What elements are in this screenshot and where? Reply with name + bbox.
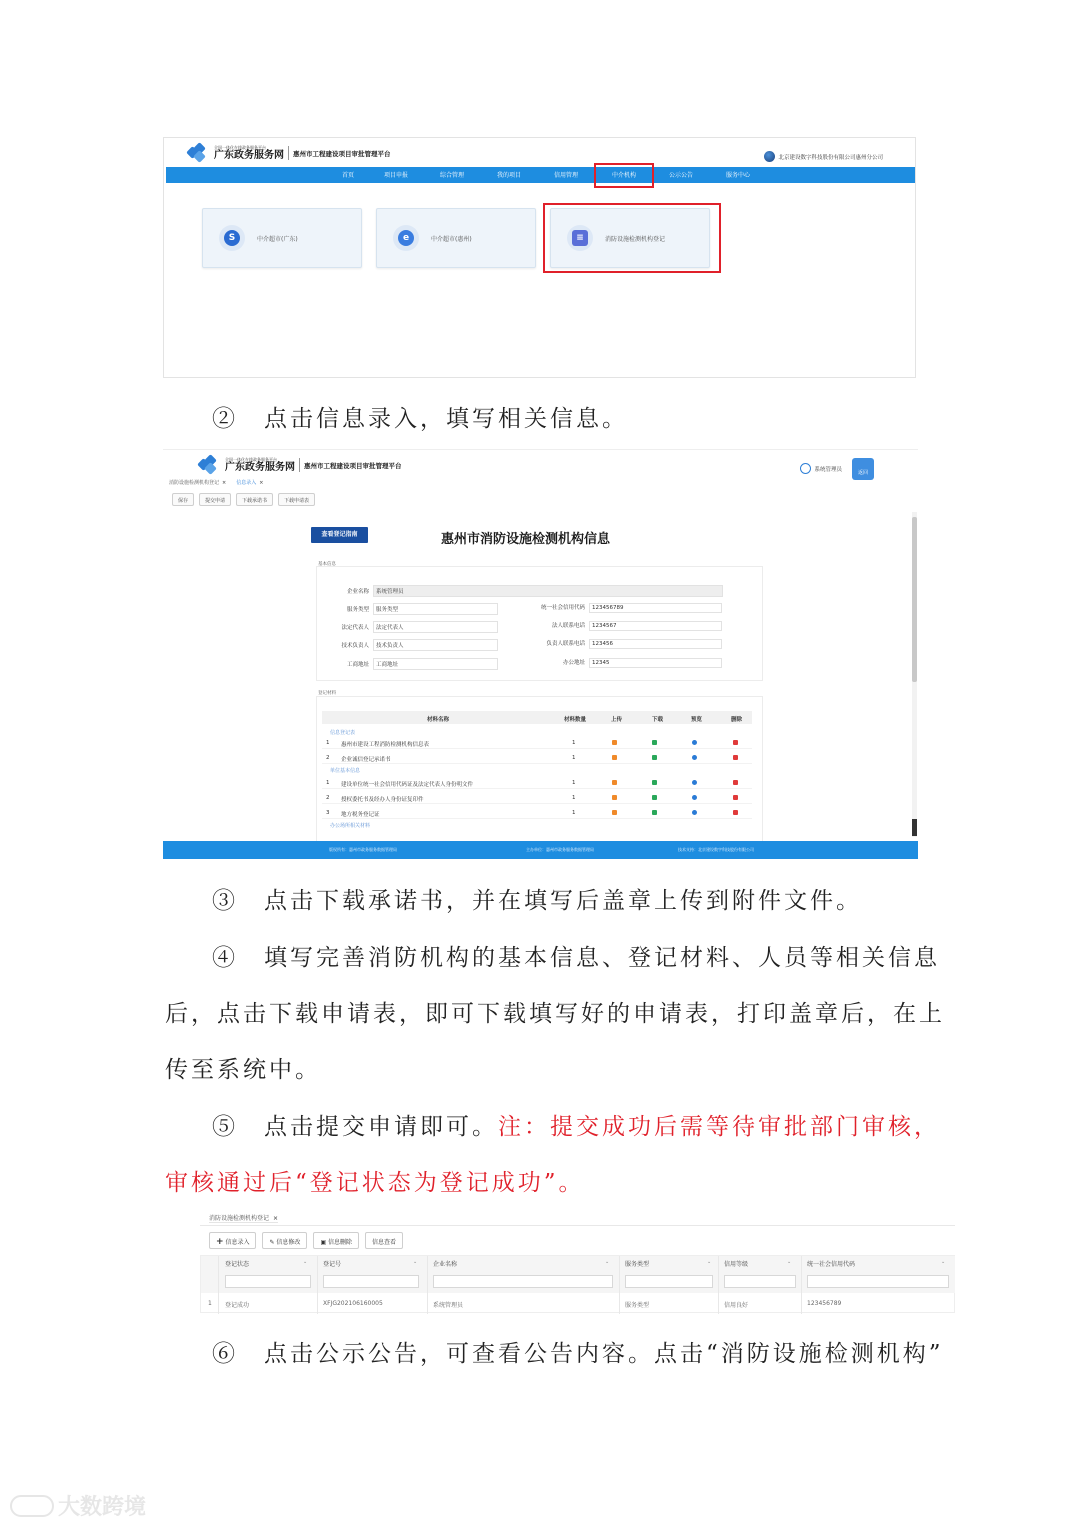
field-legal: 法定代表人 法定代表人 — [309, 621, 498, 633]
back-button[interactable]: 返回 — [852, 458, 874, 480]
preview-icon[interactable] — [692, 810, 697, 815]
table-row: 1 建设单位统一社会信用代码证及法定代表人身份明文件 1 — [322, 777, 752, 789]
card-label: 消防设施检测机构登记 — [605, 235, 666, 243]
page-footer — [163, 841, 918, 859]
watermark — [10, 1490, 146, 1521]
step-2-text: ② 点击信息录入，填写相关信息。 — [212, 406, 628, 432]
save-button[interactable]: 保存 — [172, 493, 194, 506]
filter-service[interactable] — [625, 1275, 713, 1288]
delete-icon[interactable] — [733, 795, 738, 800]
watermark-text: 大数跨境 — [58, 1495, 147, 1520]
step-5-text: ⑤ 点击提交申请即可。 — [212, 1114, 498, 1140]
upload-icon[interactable] — [612, 810, 617, 815]
table-row: 3 地方税务登记证 1 — [322, 807, 752, 819]
step-6-text: ⑥ 点击公示公告，可查看公告内容。点击“消防设施检测机构” — [212, 1341, 944, 1367]
card-market-guangdong[interactable] — [202, 208, 362, 268]
col-company[interactable]: 企业名称 — [433, 1261, 458, 1268]
info-delete-button[interactable]: ▣ 信息删除 — [313, 1232, 359, 1249]
table-row[interactable]: 1 登记成功 XFJG202106160005 系统管理员 服务类型 信用良好 123456789 — [208, 1300, 842, 1309]
filter-company[interactable] — [433, 1275, 613, 1288]
close-icon: × — [273, 1215, 279, 1222]
legal-input[interactable]: 法定代表人 — [373, 621, 498, 633]
market-huizhou-icon: e — [393, 225, 419, 251]
logo-name: 广东政务服务网 — [225, 461, 295, 473]
card-highlight-box — [543, 203, 721, 273]
table-row: 2 企业诚信登记承诺书 1 — [322, 752, 752, 764]
materials-label: 登记材料 — [318, 691, 336, 696]
materials-header: 材料名称 材料数量 上传 下载 预览 删除 — [322, 711, 752, 724]
group-basic-info: 单位基本信息 — [330, 768, 361, 774]
download-icon[interactable] — [652, 780, 657, 785]
card-market-huizhou[interactable] — [376, 208, 536, 268]
screenshot-registration-list — [200, 1208, 955, 1316]
upload-icon[interactable] — [612, 755, 617, 760]
field-biz-addr: 工商地址 工商地址 — [309, 658, 498, 670]
filter-reg-no[interactable] — [323, 1275, 419, 1288]
table-row: 1 惠州市建设工程消防检测机构信息表 1 — [322, 737, 752, 749]
list-toolbar — [209, 1232, 409, 1249]
footer-tech: 技术支持：北京建设数字科技股份有限公司 — [678, 847, 754, 852]
main-nav — [166, 167, 915, 183]
col-status[interactable]: 登记状态 — [225, 1261, 250, 1268]
logo-subtitle: 全国一体化在线政务服务平台 — [225, 456, 277, 462]
tab-registration[interactable]: 消防设施检测机构登记 × — [169, 480, 227, 486]
chevron-down-icon: ⌄ — [787, 1259, 792, 1265]
step-4-text-line1: ④ 填写完善消防机构的基本信息、登记材料、人员等相关信息 — [212, 945, 940, 971]
field-contact-phone: 负责人联系电话 123456 — [505, 639, 722, 649]
card-label: 中介超市(广东) — [257, 235, 298, 243]
step-3-text: ③ 点击下载承诺书，并在填写后盖章上传到附件文件。 — [212, 888, 862, 914]
delete-icon[interactable] — [733, 810, 738, 815]
company-info — [764, 151, 883, 162]
company-input[interactable]: 系统管理员 — [373, 585, 723, 597]
document-edit-icon: ≡ — [567, 225, 593, 251]
step-5-text-line1 — [212, 1108, 940, 1141]
preview-icon[interactable] — [692, 740, 697, 745]
tab-registration[interactable]: 消防设施检测机构登记 × — [209, 1215, 279, 1222]
nav-intermediary[interactable]: 中介机构 — [612, 172, 637, 179]
download-icon[interactable] — [652, 755, 657, 760]
screenshot-info-entry — [163, 449, 918, 859]
delete-icon[interactable] — [733, 755, 738, 760]
chevron-down-icon: ⌄ — [605, 1259, 610, 1265]
nav-my-projects[interactable]: 我的项目 — [497, 172, 522, 179]
field-service: 服务类型 服务类型 — [309, 603, 498, 615]
footer-copyright: 版权所有：惠州市政务服务数据管理局 — [329, 847, 397, 852]
delete-icon[interactable] — [733, 740, 738, 745]
preview-icon[interactable] — [692, 780, 697, 785]
filter-status[interactable] — [225, 1275, 311, 1288]
footer-host: 主办单位：惠州市政务服务数据管理局 — [526, 847, 594, 852]
form-title: 惠州市消防设施检测机构信息 — [441, 532, 611, 547]
submit-button[interactable]: 提交申请 — [199, 493, 231, 506]
tech-input[interactable]: 技术负责人 — [373, 639, 498, 651]
nav-home[interactable]: 首页 — [342, 172, 355, 179]
scrollbar-thumb[interactable] — [912, 517, 917, 682]
globe-icon — [764, 151, 775, 162]
tab-info-entry[interactable]: 信息录入 × — [236, 480, 264, 486]
watermark-logo-icon — [10, 1495, 54, 1517]
card-label: 中介超市(惠州) — [431, 235, 472, 243]
portal-logo — [199, 456, 402, 474]
market-guangdong-icon: S — [219, 225, 245, 251]
download-commitment-button[interactable]: 下载承诺书 — [236, 493, 273, 506]
logo-icon — [199, 456, 221, 474]
delete-icon[interactable] — [733, 780, 738, 785]
materials-table — [316, 696, 763, 859]
basic-info-box — [316, 566, 763, 681]
filter-credit-code[interactable] — [807, 1275, 949, 1288]
toolbar — [172, 493, 320, 506]
download-icon[interactable] — [652, 740, 657, 745]
field-company: 企业名称 系统管理员 — [309, 585, 723, 597]
field-legal-phone: 法人联系电话 1234567 — [505, 621, 722, 631]
step-5-note: 注：提交成功后需等待审批部门审核， — [498, 1114, 940, 1140]
upload-icon[interactable] — [612, 795, 617, 800]
download-icon[interactable] — [652, 810, 657, 815]
nav-credit[interactable]: 信用管理 — [554, 172, 579, 179]
step-5-note-line2: 审核通过后“登记状态为登记成功”。 — [165, 1170, 585, 1196]
biz-addr-input[interactable]: 工商地址 — [373, 658, 498, 670]
table-row: 2 授权委托书及经办人身份证复印件 1 — [322, 792, 752, 804]
filter-credit-level[interactable] — [724, 1275, 796, 1288]
nav-service-center[interactable]: 服务中心 — [726, 172, 751, 179]
step-4-text-line3: 传至系统中。 — [165, 1057, 321, 1083]
download-application-button[interactable]: 下载申请表 — [278, 493, 315, 506]
field-credit: 统一社会信用代码 123456789 — [505, 603, 722, 613]
basic-info-label: 基本信息 — [318, 562, 336, 567]
logo-icon — [188, 144, 210, 162]
info-edit-button[interactable]: ✎ 信息修改 — [262, 1232, 307, 1249]
view-guide-button[interactable]: 查看登记指南 — [311, 527, 368, 543]
col-service[interactable]: 服务类型 — [625, 1261, 650, 1268]
info-entry-button[interactable]: + 信息录入 — [209, 1232, 256, 1249]
step-4-text-line2: 后，点击下载申请表，即可下载填写好的申请表，打印盖章后，在上 — [165, 1001, 945, 1027]
logo-subtitle: 全国一体化在线政务服务平台 — [214, 144, 266, 150]
col-reg-no[interactable]: 登记号 — [323, 1261, 342, 1268]
platform-title: 惠州市工程建设项目审批管理平台 — [293, 149, 391, 158]
chevron-down-icon: ⌄ — [707, 1259, 712, 1265]
info-view-button[interactable]: 信息查看 — [365, 1232, 403, 1249]
user-name: 系统管理员 — [814, 466, 842, 473]
service-input[interactable]: 服务类型 — [373, 603, 498, 615]
contact-phone-input[interactable]: 123456 — [589, 639, 722, 649]
grid-header — [201, 1256, 955, 1293]
legal-phone-input[interactable]: 1234567 — [589, 621, 722, 631]
company-name: 北京建设数字科技股份有限公司惠州分公司 — [778, 154, 883, 161]
platform-title: 惠州市工程建设项目审批管理平台 — [304, 461, 402, 470]
group-office-materials: 办公场所相关材料 — [330, 823, 371, 829]
user-menu[interactable] — [800, 463, 842, 474]
screenshot-intermediary-menu — [163, 137, 916, 378]
field-tech: 技术负责人 技术负责人 — [309, 639, 498, 651]
upload-icon[interactable] — [612, 780, 617, 785]
preview-icon[interactable] — [692, 755, 697, 760]
col-credit-level[interactable]: 信用等级 — [724, 1261, 749, 1268]
chevron-down-icon: ⌄ — [941, 1259, 946, 1265]
page-scrollbar[interactable] — [912, 512, 917, 837]
col-credit-code[interactable]: 统一社会信用代码 — [807, 1261, 856, 1268]
close-icon: × — [259, 480, 264, 486]
chevron-down-icon: ⌄ — [413, 1259, 418, 1265]
portal-logo — [188, 144, 391, 162]
download-icon[interactable] — [652, 795, 657, 800]
nav-project-apply[interactable]: 项目申报 — [384, 172, 409, 179]
page-tabs — [169, 479, 273, 486]
field-office: 办公地址 12345 — [505, 658, 722, 668]
chevron-down-icon: ⌄ — [303, 1259, 308, 1265]
nav-comprehensive[interactable]: 综合管理 — [440, 172, 465, 179]
user-icon — [800, 463, 811, 474]
group-registration-form: 信息登记表 — [330, 730, 356, 736]
close-icon: × — [222, 480, 227, 486]
scrollbar-end — [912, 819, 917, 836]
logo-name: 广东政务服务网 — [214, 149, 284, 161]
nav-announcements[interactable]: 公示公告 — [669, 172, 694, 179]
credit-input[interactable]: 123456789 — [589, 603, 722, 613]
preview-icon[interactable] — [692, 795, 697, 800]
office-input[interactable]: 12345 — [589, 658, 722, 668]
registration-grid — [200, 1255, 955, 1313]
upload-icon[interactable] — [612, 740, 617, 745]
nav-highlight-box — [594, 163, 654, 188]
